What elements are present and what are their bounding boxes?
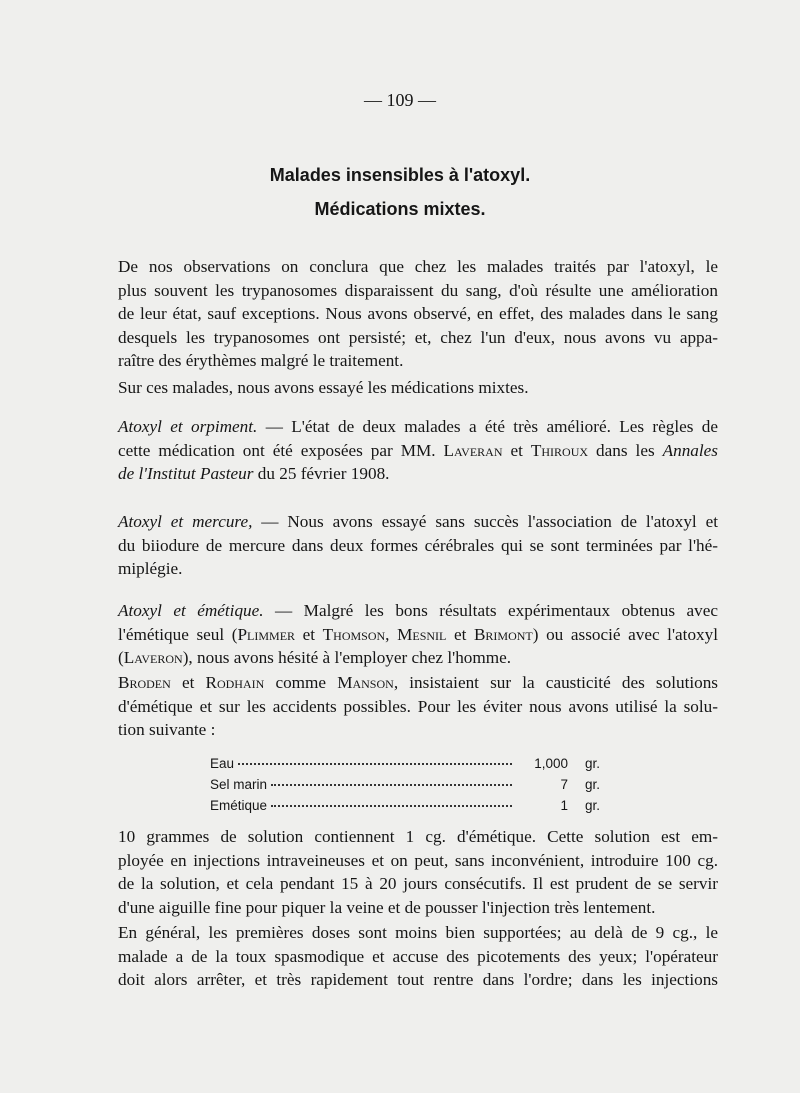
text-span: — L'état de deux malades a été très amélioré. Les règles de [257,417,718,436]
text-line [118,415,718,439]
text-line: tion suivante : [118,720,216,739]
ingredient-unit: gr. [584,777,600,792]
text-line: desquels les trypanosomes ont persisté; et, chez l'un d'eux, nous avons vu appa- [118,327,718,347]
text-line: En général, les premières doses sont moins bien supportées; au delà de 9 cg., le [118,923,718,942]
leader-dots [238,763,512,765]
text-span: ( [118,648,124,667]
text-line [118,462,718,486]
ingredient-amount: 1,000 [534,756,568,771]
text-span: l'émétique seul ( [118,624,238,644]
text-span: — Nous avons essayé sans succès l'association de l'atoxyl et [252,512,718,531]
text-span: et [446,624,474,644]
author-name: Brimont [473,624,533,644]
journal-title: de l'Institut Pasteur [118,464,254,483]
text-span: , insistaient sur la causticité des solutions [393,673,718,692]
recipe-row [210,798,600,819]
leader-dots [271,805,512,807]
paragraph-mercure [118,510,718,581]
text-span: du 25 février 1908. [253,464,390,483]
paragraph-observations [118,255,718,373]
text-span: et [170,673,206,692]
text-line: d'une aiguille fine pour piquer la veine et de pousser l'injection très lentement. [118,897,656,917]
paragraph-emetique [118,599,718,670]
text-span: — Malgré les bons résultats expérimentaux obtenus avec [263,601,718,620]
author-name: Manson [337,673,394,692]
text-line: de leur état, sauf exceptions. Nous avons observé, en effet, des malades dans le sang [118,304,718,323]
section-heading: Malades insensibles à l'atoxyl. [269,165,531,185]
author-name: Thomson [322,624,386,644]
text-span: ) ou associé avec l'atoxyl [532,624,719,644]
text-line: 10 grammes de solution contiennent 1 cg. d'émétique. Cette solution est em- [118,827,718,846]
text-line: De nos observations on conclura que chez les malades traités par l'atoxyl, le [118,257,718,276]
ingredient-amount: 1 [560,798,568,813]
text-line: miplégie. [118,559,183,578]
text-line: du biiodure de mercure dans deux formes cérébrales qui se sont terminées par l'hé- [118,535,718,555]
page-number: — 109 — [364,90,436,110]
text-span: et [502,440,531,460]
text-line: doit alors arrêter, et très rapidement tout rentre dans l'ordre; dans les injections [118,970,718,989]
text-span: comme [264,673,338,692]
text-line: Sur ces malades, nous avons essayé les médications mixtes. [118,378,529,397]
text-line [118,510,718,534]
journal-title: Annales [662,440,718,460]
text-line: raître des érythèmes malgré le traitement. [118,351,404,370]
text-line: de la solution, et cela pendant 15 à 20 jours consécutifs. Il est prudent de se servir [118,874,718,893]
paragraph-broden [118,671,718,742]
paragraph-orpiment [118,415,718,486]
ingredient-unit: gr. [584,798,600,813]
author-name: Mesnil [397,624,447,644]
recipe-table [210,756,600,819]
text-span: dans les [588,440,663,460]
text-line: malade a de la toux spasmodique et accuse des picotements des yeux; l'opérateur [118,946,718,966]
paragraph-doses [118,921,718,992]
text-span: cette médication ont été exposées par MM. [118,440,444,460]
text-line [118,623,718,647]
recipe-row [210,777,600,798]
ingredient-amount: 7 [560,777,568,792]
author-name: Plimmer [237,624,296,644]
author-name: Rodhain [205,673,265,692]
text-line [118,646,718,670]
author-name: Laveron [123,648,183,667]
text-line: plus souvent les trypanosomes disparaissent du sang, d'où résulte une amélioration [118,280,718,300]
recipe-row [210,756,600,777]
text-line: d'émétique et sur les accidents possibles. Pour les éviter nous avons utilisé la solu- [118,696,718,716]
author-name: Broden [118,673,171,692]
section-subheading: Médications mixtes. [314,199,486,219]
author-name: Laveran [443,440,503,460]
text-span: et [295,624,323,644]
paragraph-solution [118,825,718,919]
paragraph-mixed [118,376,718,400]
ingredient-unit: gr. [584,756,600,771]
ingredient-name: Sel marin [210,777,268,792]
ingredient-name: Eau [210,756,235,771]
text-span: , [385,624,398,644]
ingredient-name: Emétique [210,798,268,813]
text-line [118,671,718,695]
leader-dots [271,784,512,786]
text-line: ployée en injections intraveineuses et on peut, sans inconvénient, introduire 100 cg. [118,850,718,870]
text-span: ), nous avons hésité à l'employer chez l'homme. [182,648,512,667]
subsection-title: Atoxyl et mercure, [118,512,253,531]
subsection-title: Atoxyl et émétique. [118,601,264,620]
author-name: Thiroux [530,440,589,460]
text-line [118,599,718,623]
text-line [118,439,718,463]
subsection-title: Atoxyl et orpiment. [118,417,258,436]
